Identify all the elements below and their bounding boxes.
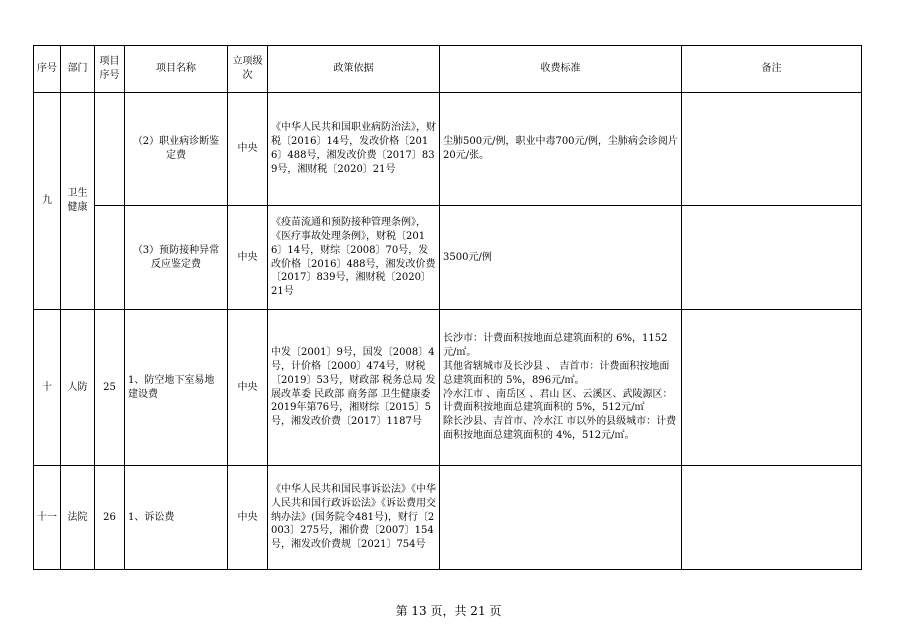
header-row [34, 46, 862, 93]
item-policy: 《疫苗流通和预防接种管理条例》，《医疗事故处理条例》，财税〔2016〕14号，财综〔2008〕70号，发改价格〔2016〕488号，湘发改价费〔2017〕839号，湘财税〔2020〕21号 [268, 206, 440, 310]
standard-line: 其他省辖城市及长沙县 、 吉首市：计费面积按地面总建筑面积的 5%，896元/㎡。 [443, 360, 670, 386]
item-policy: 《中华人民共和国职业病防治法》，财税〔2016〕14号，发改价格〔2016〕488号，湘发改价费〔2017〕839号，湘财税〔2020〕21号 [268, 93, 440, 206]
table-row [34, 206, 862, 310]
item-seq: 25 [95, 310, 125, 466]
item-standard [440, 310, 682, 466]
header-dept: 部门 [61, 46, 95, 93]
header-level: 立项级次 [228, 46, 268, 93]
group-dept: 卫生健康 [61, 93, 95, 310]
page-footer: 第 13 页，共 21 页 [395, 604, 502, 618]
group-seq: 九 [34, 93, 61, 310]
header-seq: 序号 [34, 46, 61, 93]
item-seq: 26 [95, 466, 125, 570]
item-level: 中央 [228, 310, 268, 466]
item-level: 中央 [228, 93, 268, 206]
item-level: 中央 [228, 206, 268, 310]
table-row [34, 310, 862, 466]
table-row [34, 93, 862, 206]
group-dept: 法院 [61, 466, 95, 570]
item-standard [440, 466, 682, 570]
group-seq: 十 [34, 310, 61, 466]
item-remark [682, 206, 862, 310]
standard-line: 尘肺500元/例，职业中毒700元/例，尘肺病会诊阅片20元/张。 [443, 136, 678, 161]
table-row [34, 466, 862, 570]
item-name: （3）预防接种异常反应鉴定费 [125, 206, 228, 310]
standard-line: 长沙市：计费面积按地面总建筑面积的 6%，1152元/㎡。 [443, 333, 668, 359]
item-seq [95, 206, 125, 310]
item-name: （2）职业病诊断鉴定费 [125, 93, 228, 206]
item-name: 1、防空地下室易地建设费 [125, 310, 228, 466]
header-item-name: 项目名称 [125, 46, 228, 93]
item-standard [440, 93, 682, 206]
item-remark [682, 310, 862, 466]
group-dept: 人防 [61, 310, 95, 466]
item-policy: 中发〔2001〕9号，国发〔2008〕4号，计价格〔2000〕474号，财税〔2019〕53号，财政部 税务总局 发展改革委 民政部 商务部 卫生健康委2019年第76号，湘财综〔2015〕5号，湘发改价费〔2017〕1187号 [268, 310, 440, 466]
standard-line: 除长沙县、吉首市、冷水江 市以外的县级城市：计费面积按地面总建筑面积的 4%，512元/㎡。 [443, 416, 677, 441]
header-remark: 备注 [682, 46, 862, 93]
fee-table [33, 45, 862, 570]
header-standard: 收费标准 [440, 46, 682, 93]
standard-line: 冷水江市 、南岳区 、君山 区、云溪区、武陵源区：计费面积按地面总建筑面积的 5%，512元/㎡ [443, 388, 673, 414]
header-item-seq: 项目序号 [95, 46, 125, 93]
item-policy: 《中华人民共和国民事诉讼法》《中华人民共和国行政诉讼法》《诉讼费用交纳办法》(国务院令481号)，财行〔2003〕275号，湘价费〔2007〕154号，湘发改价费规〔2021〕754号 [268, 466, 440, 570]
standard-line: 3500元/例 [443, 251, 492, 263]
item-name: 1、诉讼费 [125, 466, 228, 570]
header-policy: 政策依据 [268, 46, 440, 93]
group-seq: 十一 [34, 466, 61, 570]
item-level: 中央 [228, 466, 268, 570]
item-remark [682, 466, 862, 570]
item-seq [95, 93, 125, 206]
item-remark [682, 93, 862, 206]
item-standard [440, 206, 682, 310]
